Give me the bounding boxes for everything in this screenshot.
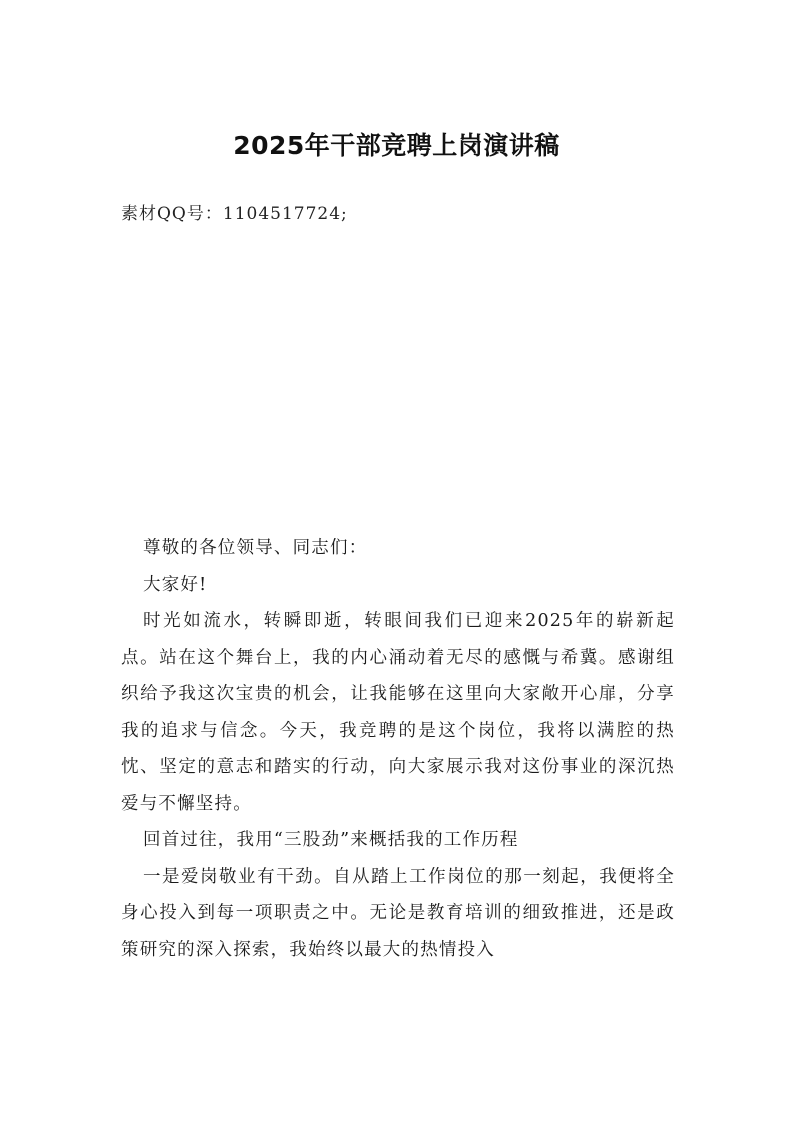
- greeting-paragraph: 大家好!: [143, 574, 208, 595]
- review-heading-paragraph: 回首过往，我用“三股劲”来概括我的工作历程: [143, 830, 519, 850]
- salutation-paragraph: 尊敬的各位领导、同志们：: [143, 538, 368, 558]
- material-qq-line: 素材QQ号：1104517724;: [121, 204, 348, 224]
- document-title: 2025年干部竞聘上岗演讲稿: [233, 131, 560, 160]
- first-point-paragraph: 一是爱岗敬业有干劲。自从踏上工作岗位的那一刻起，我便将全身心投入到每一项职责之中。无论是教育培训的细致推进，还是政策研究的深入探索，我始终以最大的热情投入: [121, 866, 675, 960]
- intro-paragraph: 时光如流水，转瞬即逝，转眼间我们已迎来2025年的崭新起点。站在这个舞台上，我的内心涌动着无尽的感慨与希冀。感谢组织给予我这次宝贵的机会，让我能够在这里向大家敞开心扉，分享我的追求与信念。今天，我竞聘的是这个岗位，我将以满腔的热忱、坚定的意志和踏实的行动，向大家展示我对这份事业的深沉热爱与不懈坚持。: [121, 611, 675, 814]
- speech-body: [121, 530, 675, 968]
